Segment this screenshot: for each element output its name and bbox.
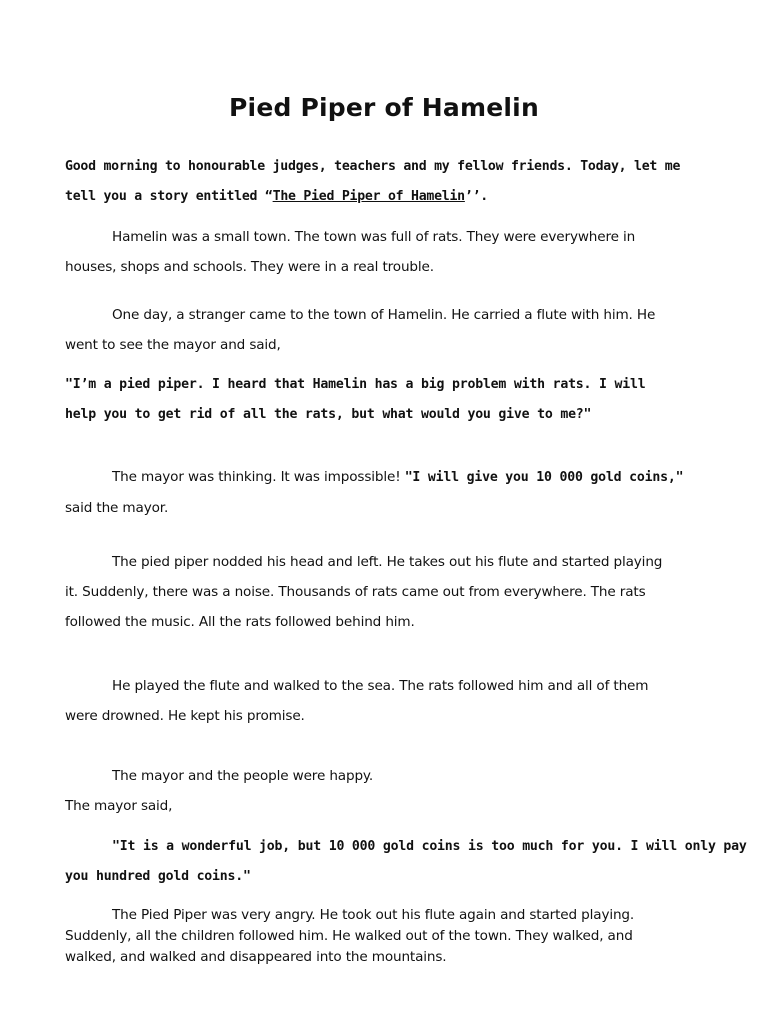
intro-paragraph (65, 152, 715, 212)
page-title: Pied Piper of Hamelin (229, 93, 539, 122)
paragraph-5 (65, 671, 715, 731)
intro-line-1: Good morning to honourable judges, teachers and my fellow friends. Today, let me (65, 159, 681, 174)
intro-line-2-suffix: ’’. (464, 189, 488, 204)
story-title-underlined: The Pied Piper of Hamelin (272, 189, 465, 204)
paragraph-3-plain-text: The mayor was thinking. It was impossible! (112, 469, 405, 485)
paragraph-4-line-3: followed the music. All the rats followed behind him. (65, 614, 415, 630)
quote-mayor-line-2: you hundred gold coins." (65, 869, 251, 884)
quote-mayor (65, 832, 762, 892)
paragraph-7-line-1: The Pied Piper was very angry. He took out his flute again and started playing. (112, 907, 635, 923)
paragraph-7-line-2: Suddenly, all the children followed him. He walked out of the town. They walked, and (65, 928, 633, 944)
paragraph-4 (65, 547, 715, 637)
paragraph-6 (65, 761, 715, 821)
intro-line-2 (65, 182, 715, 212)
quote-mayor-line-1: "It is a wonderful job, but 10 000 gold coins is too much for you. I will only pay (112, 839, 747, 854)
quote-piper-line-2: help you to get rid of all the rats, but what would you give to me?" (65, 407, 592, 422)
paragraph-4-line-2: it. Suddenly, there was a noise. Thousands of rats came out from everywhere. The rats (65, 584, 646, 600)
quote-piper (65, 370, 715, 430)
paragraph-5-line-1: He played the flute and walked to the sea. The rats followed him and all of them (112, 678, 649, 694)
mayor-offer-quote: "I will give you 10 000 gold coins," (404, 470, 684, 485)
paragraph-3 (65, 462, 715, 523)
paragraph-1-line-2: houses, shops and schools. They were in a real trouble. (65, 259, 434, 275)
intro-line-2-prefix: tell you a story entitled “ (65, 189, 273, 204)
paragraph-2-line-2: went to see the mayor and said, (65, 337, 281, 353)
paragraph-3-line-2: said the mayor. (65, 500, 169, 516)
paragraph-5-line-2: were drowned. He kept his promise. (65, 708, 305, 724)
paragraph-6-line-1: The mayor and the people were happy. (112, 768, 374, 784)
paragraph-1 (65, 222, 715, 282)
paragraph-3-line-1 (65, 462, 715, 493)
paragraph-1-line-1: Hamelin was a small town. The town was full of rats. They were everywhere in (112, 229, 636, 245)
paragraph-7-line-3: walked, and walked and disappeared into the mountains. (65, 949, 447, 965)
paragraph-6-line-2: The mayor said, (65, 798, 173, 814)
paragraph-7 (65, 905, 715, 968)
quote-piper-line-1: "I’m a pied piper. I heard that Hamelin has a big problem with rats. I will (65, 377, 646, 392)
paragraph-2 (65, 300, 715, 360)
paragraph-2-line-1: One day, a stranger came to the town of Hamelin. He carried a flute with him. He (112, 307, 656, 323)
paragraph-4-line-1: The pied piper nodded his head and left. He takes out his flute and started playing (112, 554, 663, 570)
